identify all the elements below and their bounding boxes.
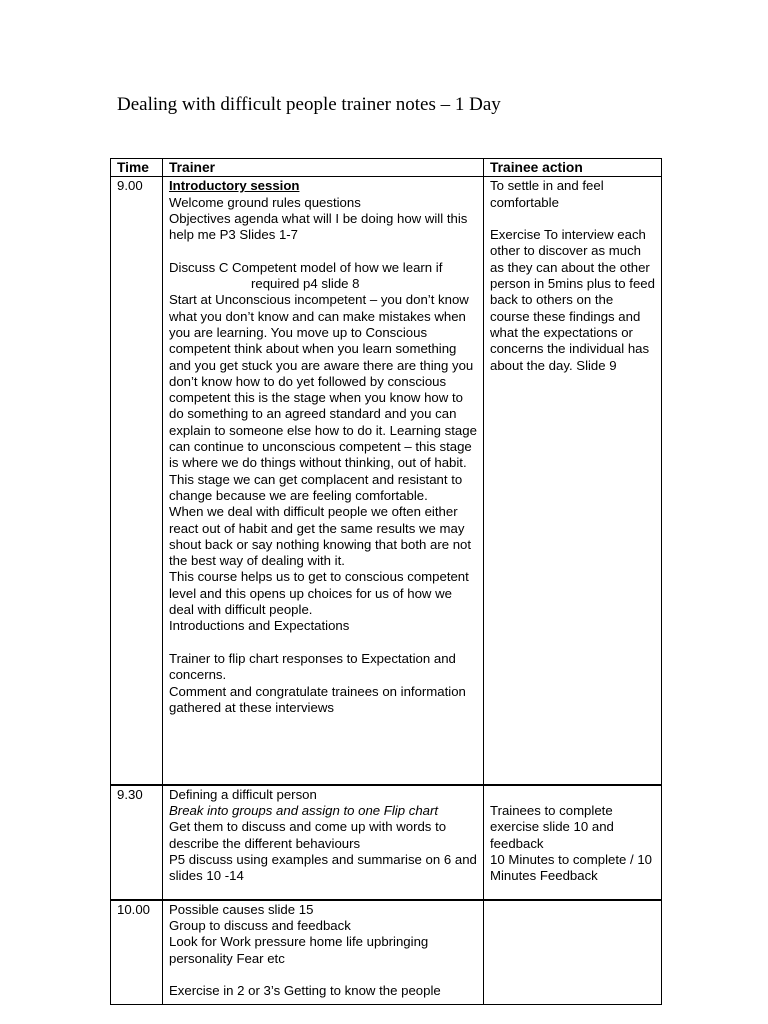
trainee-cell (484, 177, 662, 785)
trainer-note: Welcome ground rules questions (169, 194, 361, 210)
trainee-note: Exercise To interview each other to discover as much as they can about the other person in 5mins plus to feed back to others on the course these findings and what the expectations or concerns the individual has about the day. Slide 9 (490, 227, 655, 373)
trainee-note: 10 Minutes to complete / 10 Minutes Feedback (490, 851, 653, 884)
trainer-note: Defining a difficult person (169, 786, 317, 802)
row-time: 9.30 (111, 785, 163, 900)
trainer-note: Exercise in 2 or 3’s Getting to know the people (169, 983, 441, 999)
trainer-note: Discuss C Competent model of how we learn if (169, 259, 443, 275)
trainer-note: Possible causes slide 15 (169, 901, 314, 917)
trainer-note: Look for Work pressure home life upbringing personality Fear etc (169, 934, 429, 966)
trainee-note: To settle in and feel comfortable (490, 178, 604, 210)
trainer-note: This course helps us to get to conscious competent level and this opens up choices for us of how we deal with difficult people. (169, 569, 469, 618)
trainer-notes-table (110, 158, 662, 1005)
row-time: 9.00 (111, 177, 163, 785)
trainer-note: required p4 slide 8 (251, 276, 360, 292)
session-heading: Introductory session (169, 178, 300, 194)
trainer-note: P5 discuss using examples and summarise on 6 and slides 10 -14 (169, 851, 477, 884)
table-row (111, 785, 662, 900)
trainee-note: Trainees to complete exercise slide 10 and feedback (490, 803, 614, 851)
header-trainee-action: Trainee action (484, 159, 662, 177)
row-time: 10.00 (111, 900, 163, 1004)
trainer-note: Break into groups and assign to one Flip chart (169, 803, 439, 819)
trainer-note: Trainer to flip chart responses to Expectation and concerns. (169, 650, 456, 683)
trainer-note: Group to discuss and feedback (169, 918, 351, 934)
document-title: Dealing with difficult people trainer notes – 1 Day (117, 94, 501, 115)
table-row (111, 900, 662, 1004)
table-row (111, 177, 662, 785)
trainer-note: Objectives agenda what will I be doing how will this help me P3 Slides 1-7 (169, 210, 468, 243)
trainer-cell (163, 900, 484, 1004)
trainer-note: Start at Unconscious incompetent – you don’t know what you don’t know and can make mistakes when you are learning. You move up to Conscious competent think about when you learn something and you get stuck you are aware there are thing you don’t know how to do yet followed by conscious competent this is the stage when you know how to do something to an agreed standard and you can explain to someone else how to do it. Learning stage can continue to unconscious competent – this stage is where we do things without thinking, out of habit. This stage we can get complacent and resistant to change because we are feeling comfortable. (169, 292, 477, 503)
trainer-note: When we deal with difficult people we often either react out of habit and get the same results we may shout back or say nothing knowing that both are not the best way of dealing with it. (169, 504, 472, 569)
trainer-note: Introductions and Expectations (169, 618, 350, 634)
trainer-note: Get them to discuss and come up with words to describe the different behaviours (169, 819, 447, 851)
header-time: Time (111, 159, 163, 177)
table-header-row (111, 159, 662, 177)
trainee-cell (484, 785, 662, 900)
header-trainer: Trainer (163, 159, 484, 177)
trainer-cell (163, 785, 484, 900)
trainee-cell (484, 900, 662, 1004)
trainer-note: Comment and congratulate trainees on information gathered at these interviews (169, 683, 466, 715)
trainer-cell (163, 177, 484, 785)
